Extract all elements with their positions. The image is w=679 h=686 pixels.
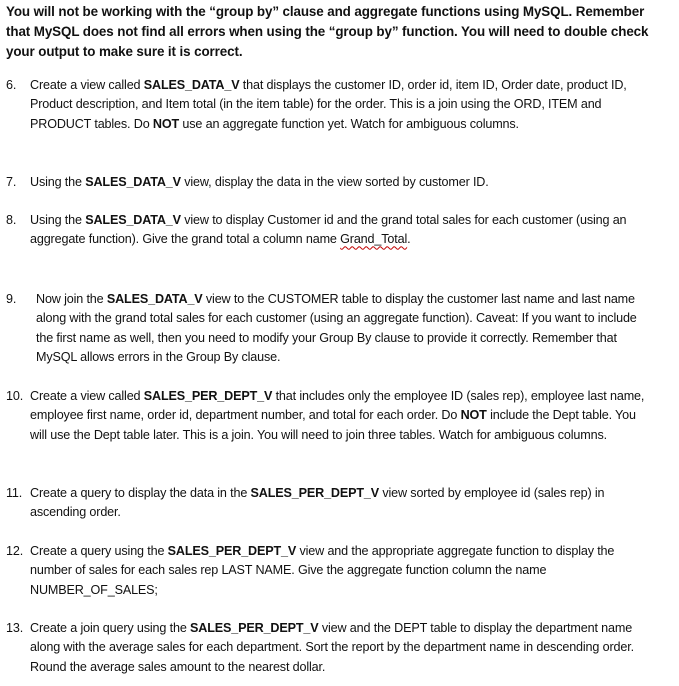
item-text: Create a query to display the data in the SALES_PER_DEPT_V view sorted by employee id (sales rep) in ascending order. [30,486,605,520]
item-text: Using the SALES_DATA_V view to display Customer id and the grand total sales for each customer (using an aggregate function). Give the grand total a column name Grand_Total. [30,213,627,247]
item-number: 7. [6,175,17,189]
intro-paragraph: You will not be working with the “group by” clause and aggregate functions using MySQL. Remember that MySQL does not find all errors when using the “group by” function. You will need to double check your output to make sure it is correct. [6,4,649,59]
item-number: 9. [6,292,17,306]
spellcheck-flagged-word: Grand_Total [340,232,408,247]
item-text: Create a view called SALES_PER_DEPT_V that includes only the employee ID (sales rep), employee last name, employee first name, order id, department number, and total for each order. Do NOT include the Dept table. You will use the Dept table later. This is a join. You will need to join three tables. Watch for ambiguous columns. [30,389,645,442]
item-text: Create a join query using the SALES_PER_DEPT_V view and the DEPT table to display the department name along with the average sales for each department. Sort the report by the department name in descending order. Round the average sales amount to the nearest dollar. [30,621,634,674]
item-text: Create a view called SALES_DATA_V that displays the customer ID, order id, item ID, Order date, product ID, Product description, and Item total (in the item table) for the order. This is a join using the ORD, ITEM and PRODUCT tables. Do NOT use an aggregate function yet. Watch for ambiguous columns. [30,78,627,131]
item-number: 6. [6,78,17,92]
item-number: 11. [6,486,23,500]
item-number: 10. [6,389,24,403]
item-text: Now join the SALES_DATA_V view to the CUSTOMER table to display the customer last name and last name along with the grand total sales for each customer (using an aggregate function). Caveat: If you want to include the first name as well, then you need to modify your Group By clause to provide it correctly. Remember that MySQL allows errors in the Group By clause. [36,292,637,365]
item-text: Using the SALES_DATA_V view, display the data in the view sorted by customer ID. [30,175,489,189]
item-text: Create a query using the SALES_PER_DEPT_V view and the appropriate aggregate function to display the number of sales for each sales rep LAST NAME. Give the aggregate function column the name NUMBER_OF_SALES; [30,544,615,597]
item-number: 13. [6,621,24,635]
item-number: 8. [6,213,17,227]
item-number: 12. [6,544,24,558]
